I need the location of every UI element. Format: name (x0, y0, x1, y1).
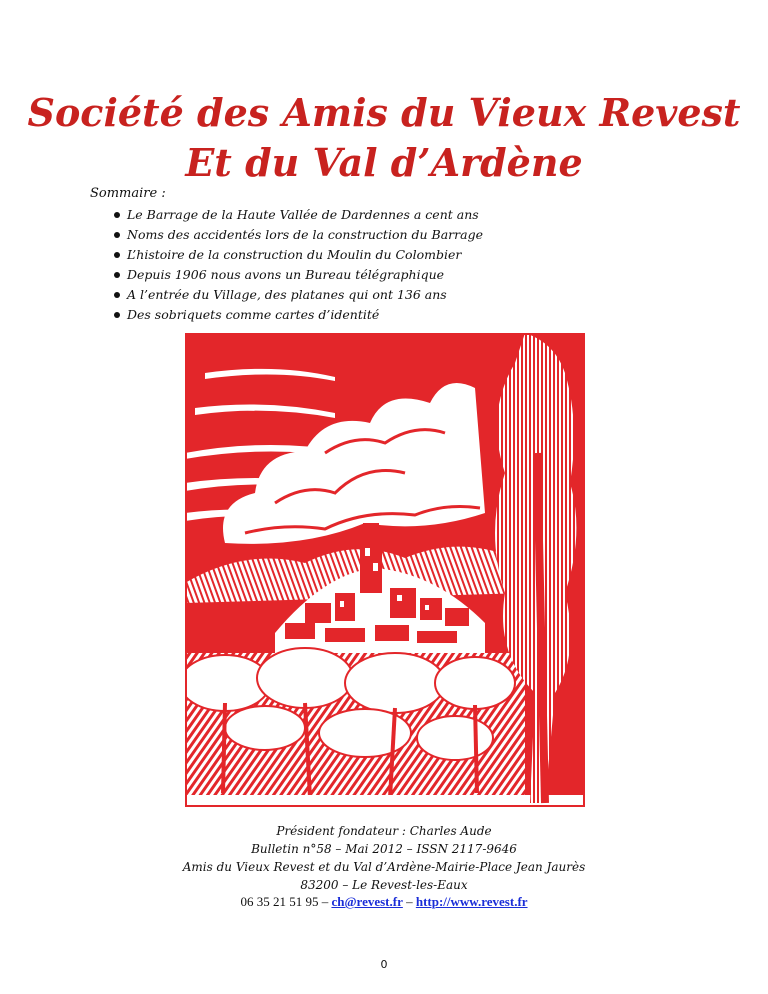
bullet-icon (114, 212, 120, 218)
email-link[interactable]: ch@revest.fr (331, 894, 403, 909)
separator: – (402, 894, 416, 909)
toc-item-text: L’histoire de la construction du Moulin du Colombier (127, 247, 462, 262)
toc-item-text: Depuis 1906 nous avons un Bureau télégraphique (127, 267, 445, 282)
toc-item (90, 265, 483, 285)
bullet-icon (114, 272, 120, 278)
sommaire-label: Sommaire : (90, 186, 166, 201)
toc-item-text: Noms des accidentés lors de la construction du Barrage (127, 227, 483, 242)
toc-item-text: Des sobriquets comme cartes d’identité (127, 307, 380, 322)
bullet-icon (114, 312, 120, 318)
toc-item-text: A l’entrée du Village, des platanes qui ont 136 ans (127, 287, 447, 302)
village-woodcut-illustration (185, 333, 585, 807)
footer-bulletin-info: Bulletin n°58 – Mai 2012 – ISSN 2117-9646 (251, 842, 517, 856)
footer-contact-line (0, 893, 768, 911)
table-of-contents (90, 205, 483, 325)
page-number: 0 (380, 958, 388, 971)
bullet-icon (114, 292, 120, 298)
toc-item (90, 305, 483, 325)
title-line-1: Société des Amis du Vieux Revest (27, 90, 741, 135)
bullet-icon (114, 232, 120, 238)
footer-phone: 06 35 21 51 95 (240, 894, 319, 909)
separator: – (318, 894, 332, 909)
toc-item (90, 285, 483, 305)
website-link[interactable]: http://www.revest.fr (415, 894, 528, 909)
bullet-icon (114, 252, 120, 258)
toc-item (90, 205, 483, 225)
toc-item-text: Le Barrage de la Haute Vallée de Dardennes a cent ans (127, 207, 479, 222)
footer-address: Amis du Vieux Revest et du Val d’Ardène-Mairie-Place Jean Jaurès (182, 860, 586, 874)
toc-item (90, 225, 483, 245)
title-line-2: Et du Val d’Ardène (185, 140, 583, 185)
toc-item (90, 245, 483, 265)
footer-city: 83200 – Le Revest-les-Eaux (300, 878, 468, 892)
footer-president: Président fondateur : Charles Aude (276, 824, 492, 838)
